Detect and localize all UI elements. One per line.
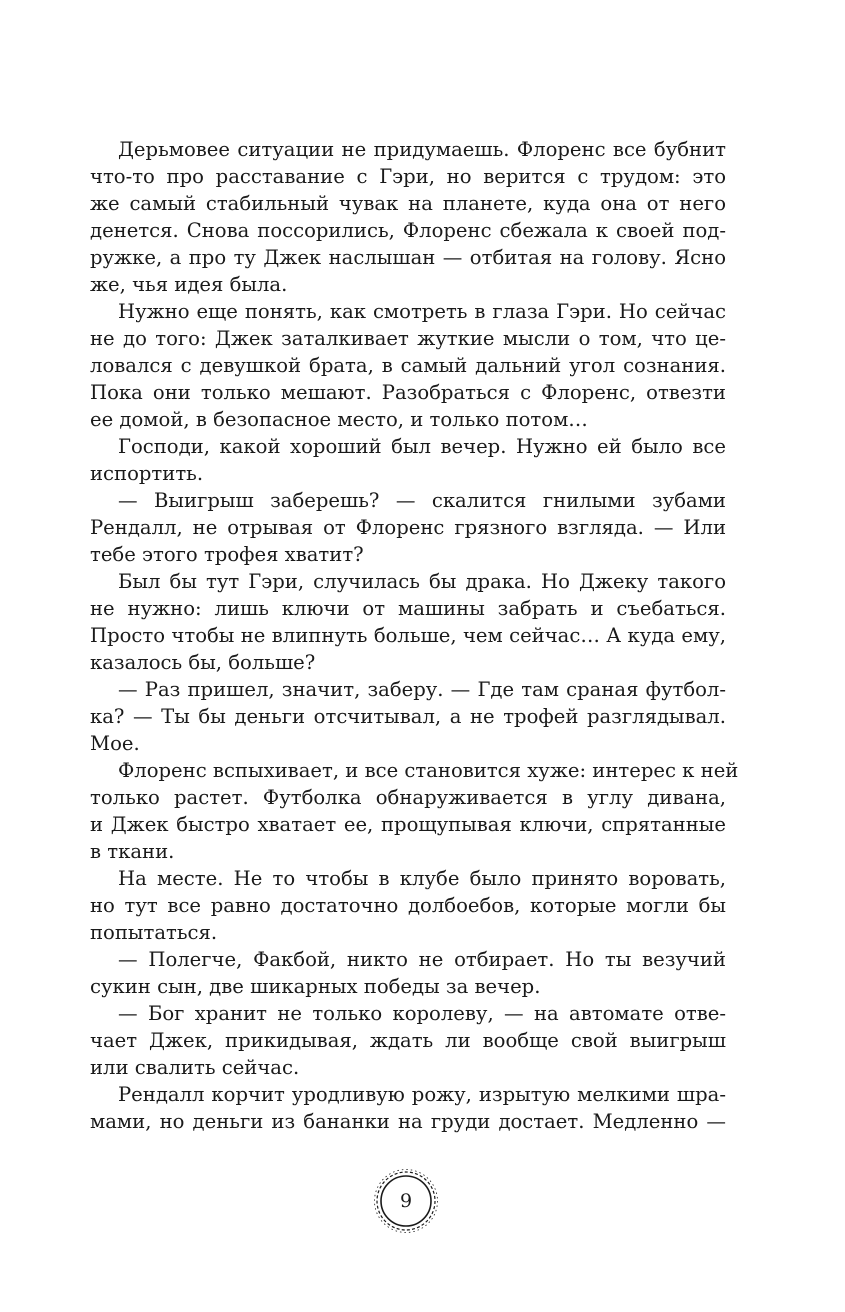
text-line: попытаться.	[90, 921, 218, 944]
text-line: мами, но деньги из бананки на груди достает. Медленно —	[90, 1110, 726, 1133]
text-line: Просто чтобы не влипнуть больше, чем сейчас… А куда ему,	[90, 624, 726, 647]
text-line: Флоренс вспыхивает, и все становится хуже: интерес к ней	[118, 759, 739, 782]
text-line: сукин сын, две шикарных победы за вечер.	[90, 975, 541, 998]
text-line: На месте. Не то чтобы в клубе было принято воровать,	[118, 867, 726, 890]
text-line: Дерьмовее ситуации не придумаешь. Флоренс все бубнит	[118, 138, 726, 161]
text-line: Рендалл корчит уродливую рожу, изрытую мелкими шра-	[118, 1083, 726, 1106]
text-line: но тут все равно достаточно долбоебов, которые могли бы	[90, 894, 726, 917]
text-line: — Полегче, Факбой, никто не отбирает. Но ты везучий	[118, 948, 726, 971]
text-line: ее домой, в безопасное место, и только потом…	[90, 408, 588, 431]
text-line: — Бог хранит не только королеву, — на автомате отве-	[118, 1002, 726, 1025]
text-line: ка? — Ты бы деньги отсчитывал, а не трофей разглядывал.	[90, 705, 726, 728]
text-line: что-то про расставание с Гэри, но верится с трудом: это	[90, 165, 726, 188]
text-line: испортить.	[90, 462, 204, 485]
text-line: же, чья идея была.	[90, 273, 288, 296]
text-line: Господи, какой хороший был вечер. Нужно ей было все	[118, 435, 726, 458]
text-line: казалось бы, больше?	[90, 651, 316, 674]
text-line: или свалить сейчас.	[90, 1056, 300, 1079]
text-line: — Выигрыш заберешь? — скалится гнилыми зубами	[118, 489, 726, 512]
text-line: в ткани.	[90, 840, 175, 863]
text-line: — Раз пришел, значит, заберу. — Где там сраная футбол-	[118, 678, 726, 701]
text-line: тебе этого трофея хватит?	[90, 543, 364, 566]
text-line: же самый стабильный чувак на планете, куда она от него	[90, 192, 726, 215]
text-line: не до того: Джек заталкивает жуткие мысли о том, что це-	[90, 327, 726, 350]
text-line: чает Джек, прикидывая, ждать ли вообще свой выигрыш	[90, 1029, 726, 1052]
text-line: Был бы тут Гэри, случилась бы драка. Но Джеку такого	[118, 570, 726, 593]
text-line: Пока они только мешают. Разобраться с Флоренс, отвезти	[90, 381, 726, 404]
page-body	[90, 136, 739, 1135]
text-line: и Джек быстро хватает ее, прощупывая ключи, спрятанные	[90, 813, 726, 836]
text-line: Нужно еще понять, как смотреть в глаза Гэри. Но сейчас	[118, 300, 726, 323]
text-line: ружке, а про ту Джек наслышан — отбитая на голову. Ясно	[90, 246, 726, 269]
page-number-ornament	[373, 1168, 439, 1234]
text-line: не нужно: лишь ключи от машины забрать и съебаться.	[90, 597, 726, 620]
text-line: только растет. Футболка обнаруживается в углу дивана,	[90, 786, 726, 809]
text-line: денется. Снова поссорились, Флоренс сбежала к своей под-	[90, 219, 726, 242]
page-number: 9	[399, 1190, 413, 1212]
text-line: ловался с девушкой брата, в самый дальний угол сознания.	[90, 354, 726, 377]
text-line: Рендалл, не отрывая от Флоренс грязного взгляда. — Или	[90, 516, 726, 539]
text-line: Мое.	[90, 732, 140, 755]
